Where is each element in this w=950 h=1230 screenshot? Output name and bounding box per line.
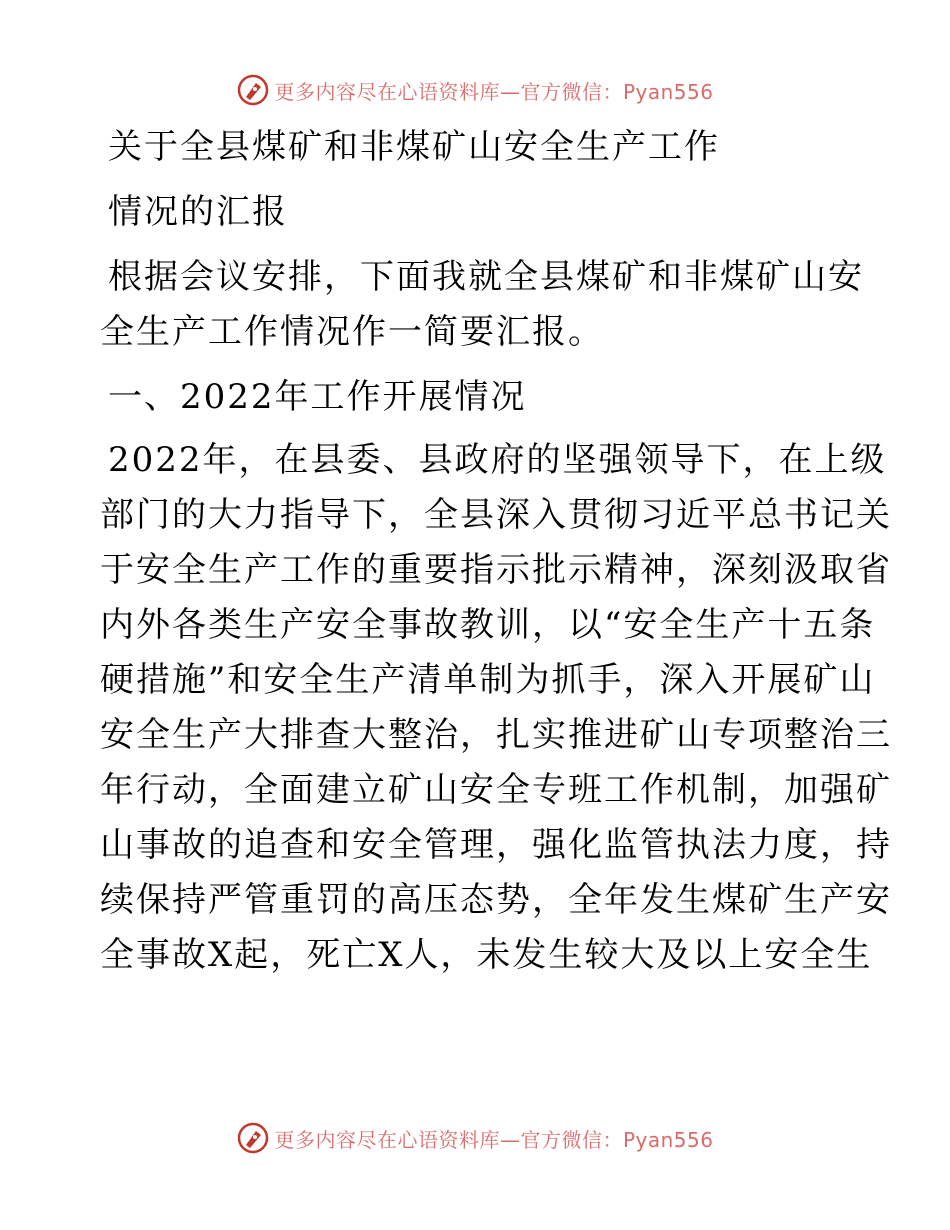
footer-watermark bbox=[0, 1118, 950, 1158]
paragraph-line: 根据会议安排，下面我就全县煤矿和非煤矿山安 bbox=[108, 257, 864, 297]
document-title-line-1: 关于全县煤矿和非煤矿山安全生产工作 bbox=[108, 127, 720, 167]
paragraph-line: 部门的大力指导下，全县深入贯彻习近平总书记关 bbox=[100, 495, 892, 535]
paragraph-line: 全生产工作情况作一简要汇报。 bbox=[100, 312, 604, 352]
section-heading: 一、2022年工作开展情况 bbox=[108, 377, 527, 417]
paragraph-line: 安全生产大排查大整治，扎实推进矿山专项整治三 bbox=[100, 715, 892, 755]
watermark-text: 更多内容尽在心语资料库—官方微信：Pyan556 bbox=[274, 1127, 714, 1152]
paragraph-line: 山事故的追查和安全管理，强化监管执法力度，持 bbox=[100, 825, 892, 865]
paragraph-line: 于安全生产工作的重要指示批示精神，深刻汲取省 bbox=[100, 550, 892, 590]
paragraph-line: 内外各类生产安全事故教训，以“安全生产十五条 bbox=[100, 605, 876, 645]
document-body bbox=[100, 120, 892, 983]
watermark-text: 更多内容尽在心语资料库—官方微信：Pyan556 bbox=[274, 79, 714, 104]
document-title-line-2: 情况的汇报 bbox=[108, 192, 288, 232]
pen-nib-icon bbox=[236, 1121, 270, 1155]
paragraph-line: 2022年，在县委、县政府的坚强领导下，在上级 bbox=[108, 440, 887, 480]
paragraph-line: 年行动，全面建立矿山安全专班工作机制，加强矿 bbox=[100, 770, 892, 810]
paragraph-line: 全事故X起，死亡X人，未发生较大及以上安全生 bbox=[100, 935, 873, 975]
body-paragraph bbox=[100, 433, 892, 983]
intro-paragraph bbox=[100, 250, 864, 360]
pen-nib-icon bbox=[236, 73, 270, 107]
header-watermark bbox=[0, 70, 950, 110]
paragraph-line: 续保持严管重罚的高压态势，全年发生煤矿生产安 bbox=[100, 880, 892, 920]
paragraph-line: 硬措施”和安全生产清单制为抓手，深入开展矿山 bbox=[100, 660, 876, 700]
